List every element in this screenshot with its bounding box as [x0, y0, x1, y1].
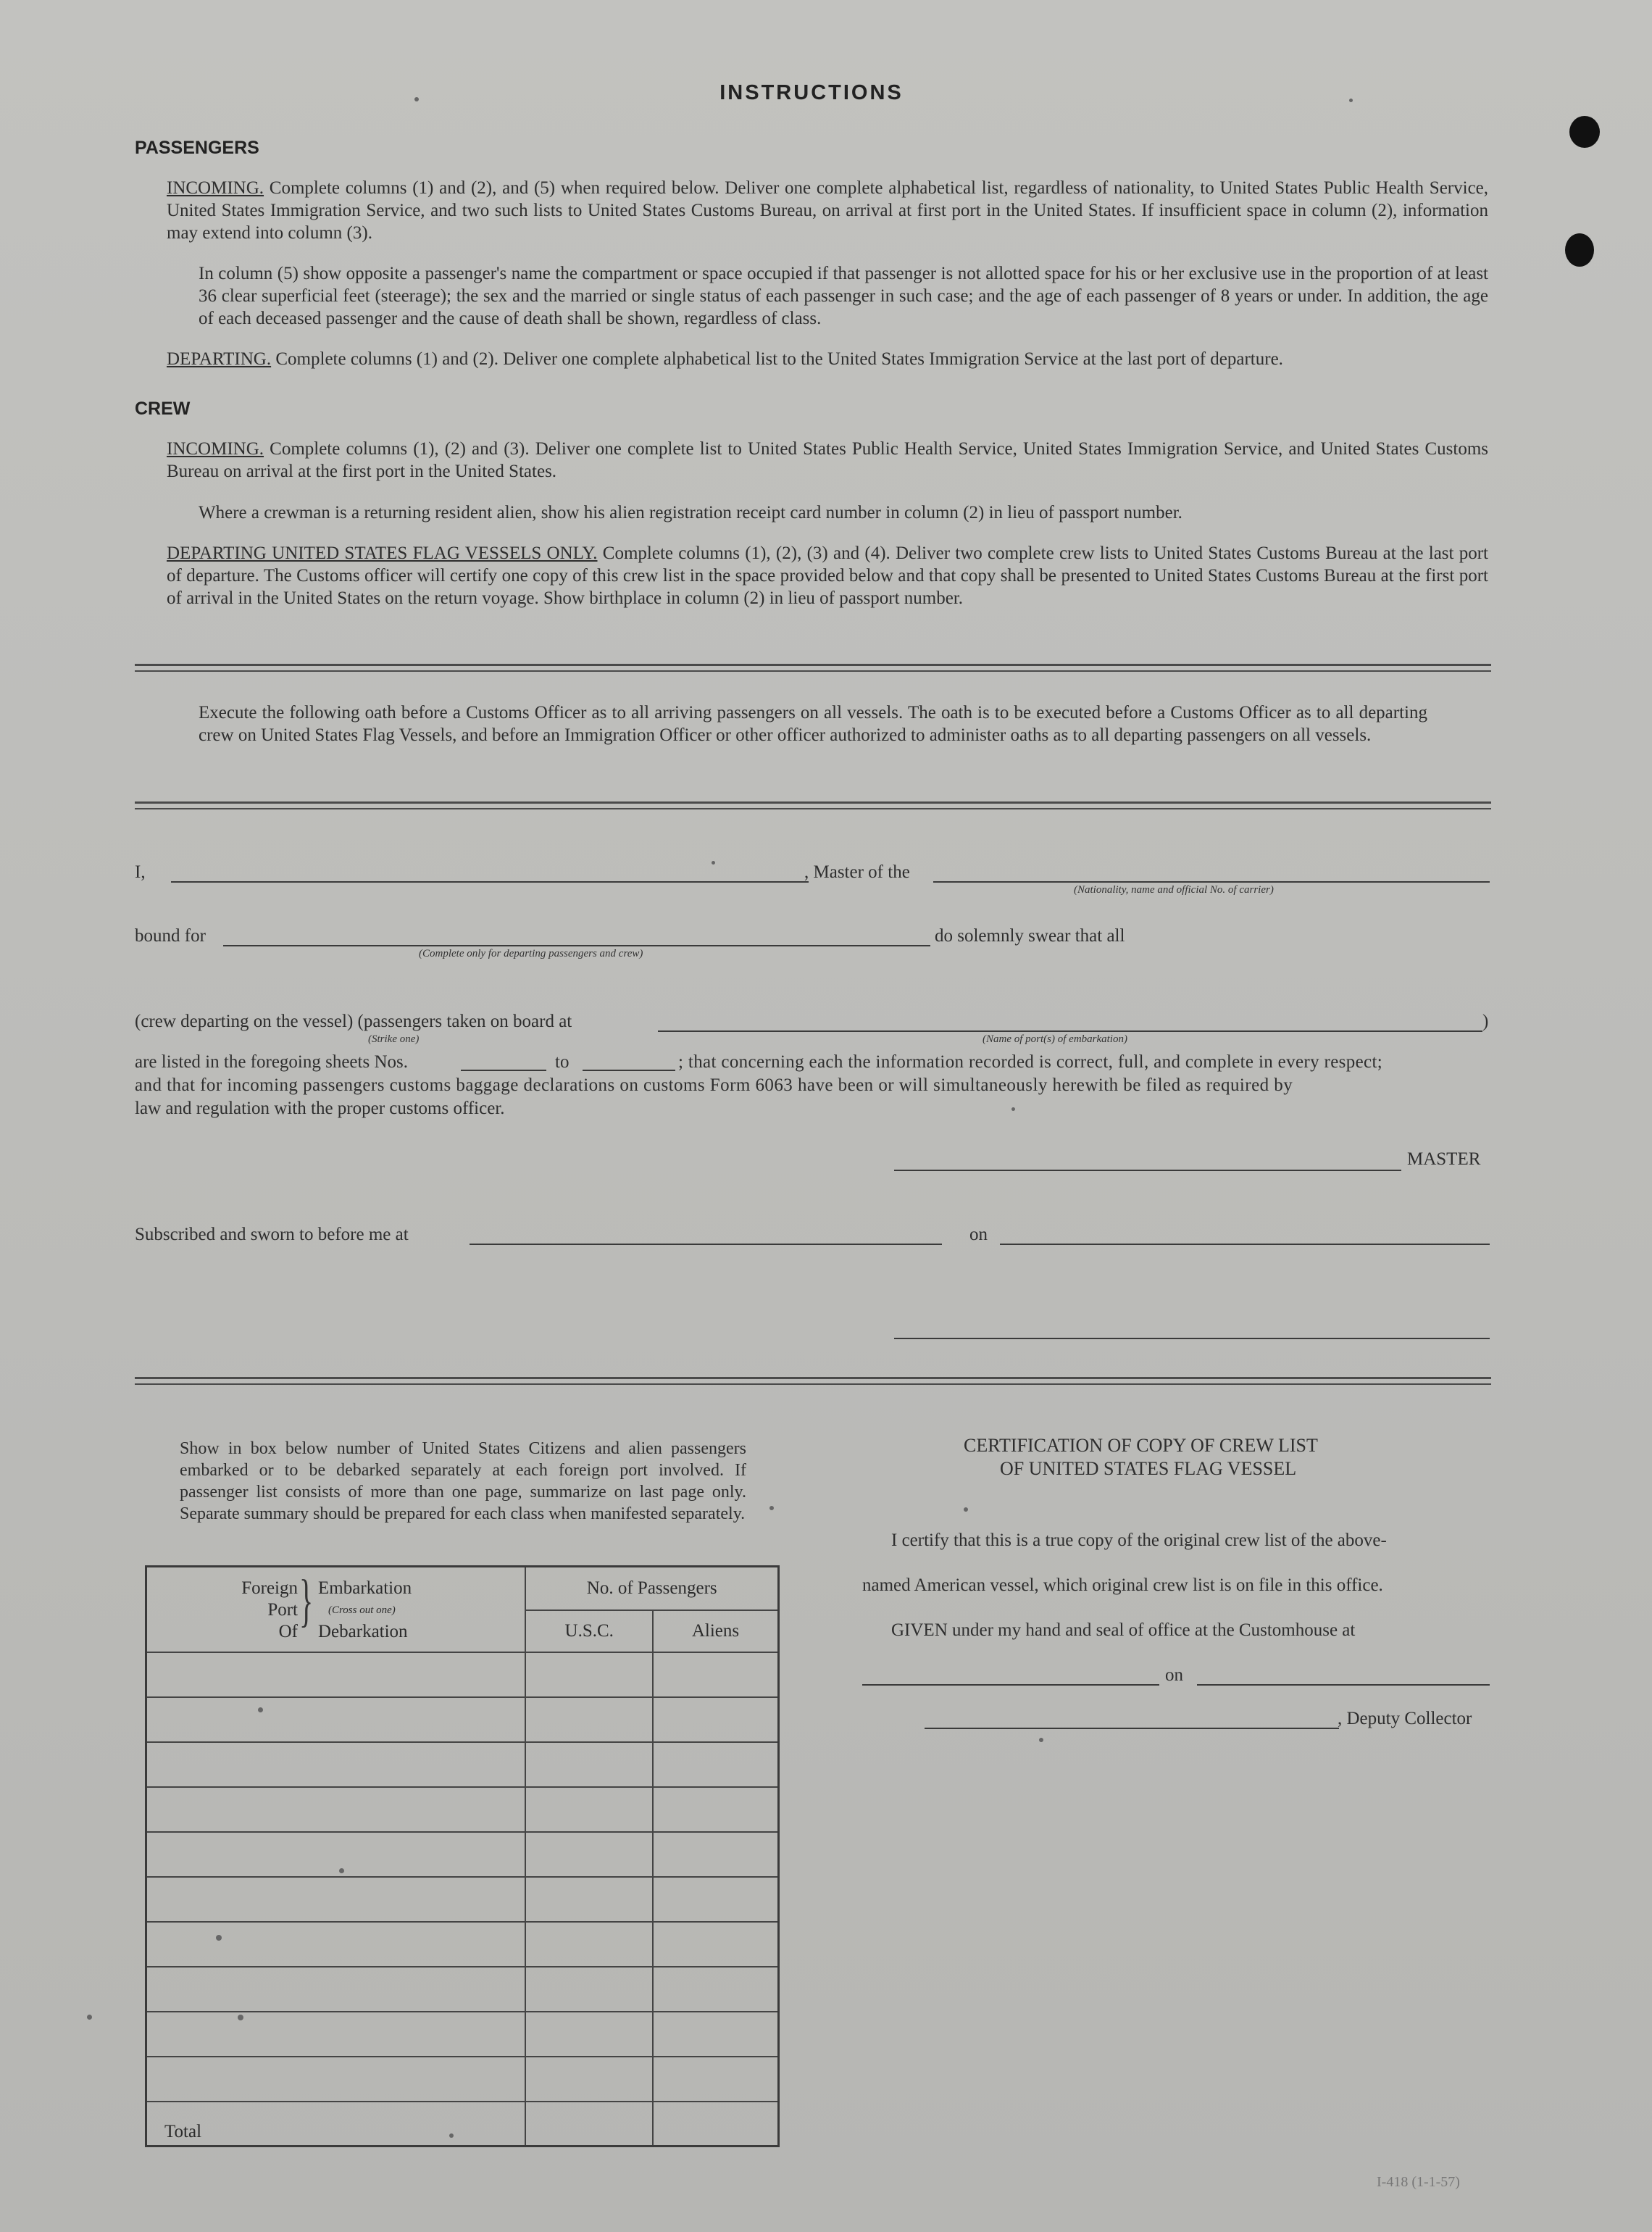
speck — [449, 2133, 454, 2138]
usc-cell[interactable] — [525, 1787, 653, 1832]
bound-for-field[interactable] — [223, 945, 930, 946]
certification-date-field[interactable] — [1197, 1684, 1490, 1686]
usc-cell[interactable] — [525, 1742, 653, 1787]
port-cell[interactable] — [146, 1922, 526, 1967]
oath-master-of-label: , Master of the — [804, 862, 910, 882]
divider-rule — [135, 664, 1491, 666]
certify-line1: I certify that this is a true copy of the original crew list of the above- — [891, 1531, 1387, 1550]
passengers-departing-text: Complete columns (1) and (2). Deliver one complete alphabetical list to the United States Immigration Service at the last port of departure. — [275, 349, 1283, 369]
table-row — [146, 1787, 779, 1832]
usc-cell[interactable] — [525, 2057, 653, 2102]
speck — [87, 2015, 92, 2020]
table-row — [146, 1877, 779, 1922]
aliens-total-cell[interactable] — [653, 2102, 779, 2146]
sheet-from-field[interactable] — [461, 1070, 546, 1071]
port-cell[interactable] — [146, 1832, 526, 1877]
strike-one-hint: (Strike one) — [368, 1033, 420, 1045]
embarkation-ports-field[interactable] — [658, 1030, 1482, 1032]
debarkation-label: Debarkation — [318, 1622, 408, 1641]
embarkation-ports-hint: (Name of port(s) of embarkation) — [983, 1033, 1127, 1045]
master-signature-field[interactable] — [894, 1170, 1401, 1171]
crew-incoming-paragraph — [167, 438, 1488, 483]
usc-cell[interactable] — [525, 1697, 653, 1742]
subscribed-on-label: on — [969, 1225, 988, 1244]
passenger-summary-table — [145, 1565, 780, 2147]
crew-resident-paragraph: Where a crewman is a returning resident alien, show his alien registration receipt card number in column (2) in lieu of passport number. — [199, 503, 1182, 522]
port-cell[interactable] — [146, 1967, 526, 2012]
cross-out-hint: (Cross out one) — [328, 1604, 396, 1616]
oath-intro-paragraph: Execute the following oath before a Customs Officer as to all arriving passengers on all vessels. The oath is to be executed before a Customs Officer as to all departing crew on United States Flag Vessels, and before an Immigration Officer or other officer authorized to administer oaths as to all departing passengers on all vessels. — [199, 703, 1427, 745]
aliens-cell[interactable] — [653, 1652, 779, 1697]
passengers-departing-label: DEPARTING. — [167, 349, 272, 369]
embarkation-label: Embarkation — [318, 1578, 412, 1598]
port-cell[interactable] — [146, 2057, 526, 2102]
passengers-incoming-text: Complete columns (1) and (2), and (5) when required below. Deliver one complete alphabetical list, regardless of nationality, to United States Public Health Service, United States Immigration Service, and two such lists to United States Customs Bureau, on arrival at first port in the United States. If insufficient space in column (2), information may extend into column (3). — [167, 178, 1489, 243]
customhouse-field[interactable] — [862, 1684, 1159, 1686]
oath-to-label: to — [555, 1052, 570, 1072]
of-label: Of — [278, 1622, 298, 1641]
speck — [1349, 99, 1353, 102]
aliens-cell[interactable] — [653, 1832, 779, 1877]
port-cell[interactable] — [146, 2012, 526, 2057]
speck — [964, 1507, 968, 1512]
oath-line3: law and regulation with the proper customs officer. — [135, 1099, 505, 1118]
usc-header: U.S.C. — [525, 1610, 653, 1652]
sworn-date-field[interactable] — [1000, 1244, 1490, 1245]
speck — [216, 1935, 222, 1941]
port-cell[interactable] — [146, 1742, 526, 1787]
passengers-column5-paragraph: In column (5) show opposite a passenger's name the compartment or space occupied if that passenger is not allotted space for his or her exclusive use in the proportion of at least 36 clear superficial feet (steerage); the sex and the married or single status of each passenger in such case; and the age of each passenger of 8 years or under. In addition, the age of each deceased passenger and the cause of death shall be shown, regardless of class. — [199, 264, 1488, 328]
port-header-cell — [146, 1567, 526, 1652]
divider-rule — [135, 801, 1491, 804]
oath-i-label: I, — [135, 862, 146, 882]
total-label: Total — [146, 2102, 526, 2146]
sheet-to-field[interactable] — [583, 1070, 675, 1071]
oath-listed-suffix: ; that concerning each the information recorded is correct, full, and complete in every respect; — [678, 1052, 1383, 1072]
speck — [1039, 1738, 1043, 1742]
master-label: MASTER — [1407, 1149, 1481, 1169]
crew-departing-paragraph — [167, 542, 1488, 609]
summary-instructions: Show in box below number of United States Citizens and alien passengers embarked or to be debarked separately at each foreign port involved. If passenger list consists of more than one page, summarize on last page only. Separate summary should be prepared for each class when manifested separately. — [180, 1439, 746, 1523]
carrier-field[interactable] — [933, 881, 1490, 883]
brace-icon: } — [299, 1569, 314, 1633]
oath-listed-prefix: are listed in the foregoing sheets Nos. — [135, 1052, 408, 1072]
aliens-header: Aliens — [653, 1610, 779, 1652]
usc-cell[interactable] — [525, 1922, 653, 1967]
given-line: GIVEN under my hand and seal of office at the Customhouse at — [891, 1620, 1356, 1640]
crew-incoming-label: INCOMING. — [167, 439, 264, 459]
table-header-row — [146, 1567, 779, 1610]
table-row — [146, 1742, 779, 1787]
passengers-heading: PASSENGERS — [135, 138, 259, 158]
deputy-collector-signature-field[interactable] — [925, 1728, 1339, 1729]
usc-total-cell[interactable] — [525, 2102, 653, 2146]
speck — [238, 2015, 243, 2020]
page-title: INSTRUCTIONS — [719, 81, 904, 104]
table-row — [146, 1832, 779, 1877]
divider-rule — [135, 1383, 1491, 1385]
crew-departing-text: Complete columns (1), (2), (3) and (4). Deliver two complete crew lists to United States Customs Bureau at the last port of departure. The Customs officer will certify one copy of this crew list in the space provided below and that copy shall be presented to United States Customs Bureau at the first port of arrival in the United States on the return voyage. Show birthplace in column (2) in lieu of passport number. — [167, 544, 1489, 608]
oath-crew-departing-label: (crew departing on the vessel) (passengers taken on board at — [135, 1012, 572, 1031]
aliens-cell[interactable] — [653, 1922, 779, 1967]
port-label: Port — [267, 1600, 298, 1620]
usc-cell[interactable] — [525, 1652, 653, 1697]
port-cell[interactable] — [146, 1787, 526, 1832]
crew-heading: CREW — [135, 399, 191, 419]
aliens-cell[interactable] — [653, 1787, 779, 1832]
table-row — [146, 1967, 779, 2012]
subscribed-label: Subscribed and sworn to before me at — [135, 1225, 409, 1244]
table-row — [146, 1922, 779, 1967]
speck — [712, 861, 715, 865]
passengers-incoming-label: INCOMING. — [167, 178, 264, 198]
table-row — [146, 2057, 779, 2102]
oath-bound-for-label: bound for — [135, 926, 206, 946]
oath-line2: and that for incoming passengers customs baggage declarations on customs Form 6063 have been or will simultaneously herewith be filed as required by — [135, 1075, 1293, 1095]
deputy-collector-label: , Deputy Collector — [1338, 1709, 1472, 1728]
certification-heading-line1: CERTIFICATION OF COPY OF CREW LIST — [964, 1435, 1318, 1456]
speck — [769, 1506, 774, 1510]
bound-for-hint: (Complete only for departing passengers and crew) — [419, 948, 643, 959]
passengers-departing-paragraph — [167, 348, 1488, 370]
usc-cell[interactable] — [525, 2012, 653, 2057]
aliens-cell[interactable] — [653, 1967, 779, 2012]
speck — [1011, 1107, 1015, 1111]
port-cell[interactable] — [146, 1652, 526, 1697]
crew-departing-label: DEPARTING UNITED STATES FLAG VESSELS ONLY. — [167, 544, 598, 563]
passengers-incoming-paragraph — [167, 177, 1488, 244]
port-cell[interactable] — [146, 1877, 526, 1922]
speck — [258, 1707, 263, 1712]
aliens-cell[interactable] — [653, 2012, 779, 2057]
officer-signature-field[interactable] — [894, 1338, 1490, 1339]
form-number: I-418 (1-1-57) — [1377, 2174, 1460, 2190]
aliens-cell[interactable] — [653, 1877, 779, 1922]
aliens-cell[interactable] — [653, 2057, 779, 2102]
certification-on-label: on — [1165, 1665, 1183, 1685]
aliens-cell[interactable] — [653, 1742, 779, 1787]
table-row — [146, 1652, 779, 1697]
usc-cell[interactable] — [525, 1967, 653, 2012]
speck — [339, 1868, 344, 1873]
punch-hole — [1565, 233, 1594, 267]
master-name-field[interactable] — [171, 881, 809, 883]
table-row — [146, 1697, 779, 1742]
usc-cell[interactable] — [525, 1832, 653, 1877]
total-row — [146, 2102, 779, 2146]
punch-hole — [1569, 116, 1600, 148]
foreign-label: Foreign — [241, 1578, 298, 1598]
divider-rule — [135, 808, 1491, 809]
aliens-cell[interactable] — [653, 1697, 779, 1742]
closing-paren: ) — [1482, 1012, 1489, 1031]
divider-rule — [135, 670, 1491, 672]
usc-cell[interactable] — [525, 1877, 653, 1922]
certification-heading-line2: OF UNITED STATES FLAG VESSEL — [1000, 1458, 1297, 1479]
crew-incoming-text: Complete columns (1), (2) and (3). Deliver one complete list to United States Public Health Service, United States Immigration Service, and United States Customs Bureau on arrival at the first port in the United States. — [167, 439, 1489, 481]
certify-line2: named American vessel, which original crew list is on file in this office. — [862, 1575, 1383, 1595]
port-cell[interactable] — [146, 1697, 526, 1742]
carrier-field-hint: (Nationality, name and official No. of carrier) — [1074, 884, 1274, 896]
divider-rule — [135, 1377, 1491, 1379]
speck — [414, 97, 419, 101]
oath-solemnly-label: do solemnly swear that all — [935, 926, 1125, 946]
no-of-passengers-header: No. of Passengers — [525, 1567, 778, 1610]
sworn-place-field[interactable] — [470, 1244, 942, 1245]
